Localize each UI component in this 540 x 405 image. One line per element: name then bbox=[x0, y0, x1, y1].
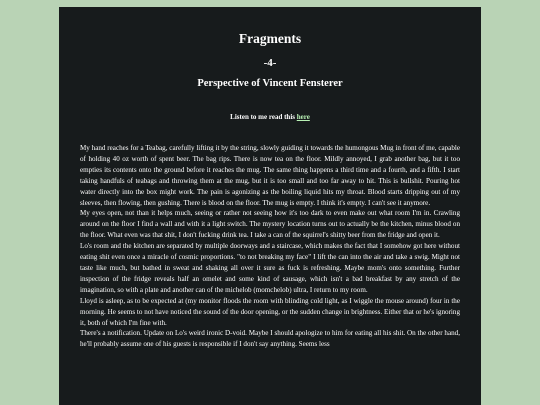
story-page bbox=[59, 7, 481, 405]
listen-prefix: Listen to me read this bbox=[230, 113, 297, 121]
page-title: Fragments bbox=[238, 31, 302, 46]
paragraph-3: Lo's room and the kitchen are separated by multiple doorways and a staircase, which makes the fact that I somehow got here without eating shit even once a miracle of cosmic proportions. "to not breaking my face" I lift the can into the air and take a swig. Might not taste like much, but bathed in sweat and shaking all over it sure as fuck is refreshing. Maybe mom's onto something. Further inspection of the fridge reveals half an omelet and some kind of sausage, which isn't a bad breakfast by any stretch of the imagination, so with a plate and another can of the michelob (momchelob) ultra, I return to my room. bbox=[80, 242, 460, 294]
chapter-subtitle: Perspective of Vincent Fensterer bbox=[197, 78, 343, 89]
audio-link[interactable]: here bbox=[296, 113, 310, 121]
paragraph-4: Lloyd is asleep, as to be expected at (my monitor floods the room with blinding cold light, as I wiggle the mouse around) four in the morning. He seems to not have noticed the sound of the door opening, or the sudden change in brightness. Either that or he's ignoring it, both of which I'm fine with. bbox=[80, 296, 460, 327]
paragraph-1: My hand reaches for a Teabag, carefully lifting it by the string, slowly guiding it towards the humongous Mug in front of me, capable of holding 40 oz worth of spent beer. The bag rips. There is now tea on the floor. Mildly annoyed, I grab another bag, but it too empties its contents onto the ground before it reaches the mug. The same thing happens a third time and a fourth, and a fifth. I start taking handfuls of teabags and throwing them at the mug, but it is too small and too far away to hit. This is bullshit. Pouring hot water directly into the box might work. The pain is agonizing as the boiling liquid hits my throat. Blood starts dripping out of my sleeves, then flowing, then gushing. There is blood on the floor. The mug is empty. I think it's empty. I can't see it anymore. bbox=[80, 144, 460, 207]
paragraph-5: There's a notification. Update on Lo's weird ironic D-void. Maybe I should apologize to him for eating all his shit. On the other hand, he'll probably assume one of his guests is responsible if I don't say anything. Seems less bbox=[80, 329, 460, 349]
paragraph-2: My eyes open, not than it helps much, seeing or rather not seeing how it's too dark to even make out what room I'm in. Crawling around on the floor I find a wall and with it a light switch. The mystery location turns out to actually be the kitchen, minus blood on the floor. What even was that shit, I don't fucking drink tea. I take a can of the squirrel's shitty beer from the fridge and open it. bbox=[80, 209, 460, 240]
listen-line bbox=[59, 113, 481, 121]
chapter-number: -4- bbox=[263, 57, 277, 69]
story-body bbox=[80, 143, 460, 350]
